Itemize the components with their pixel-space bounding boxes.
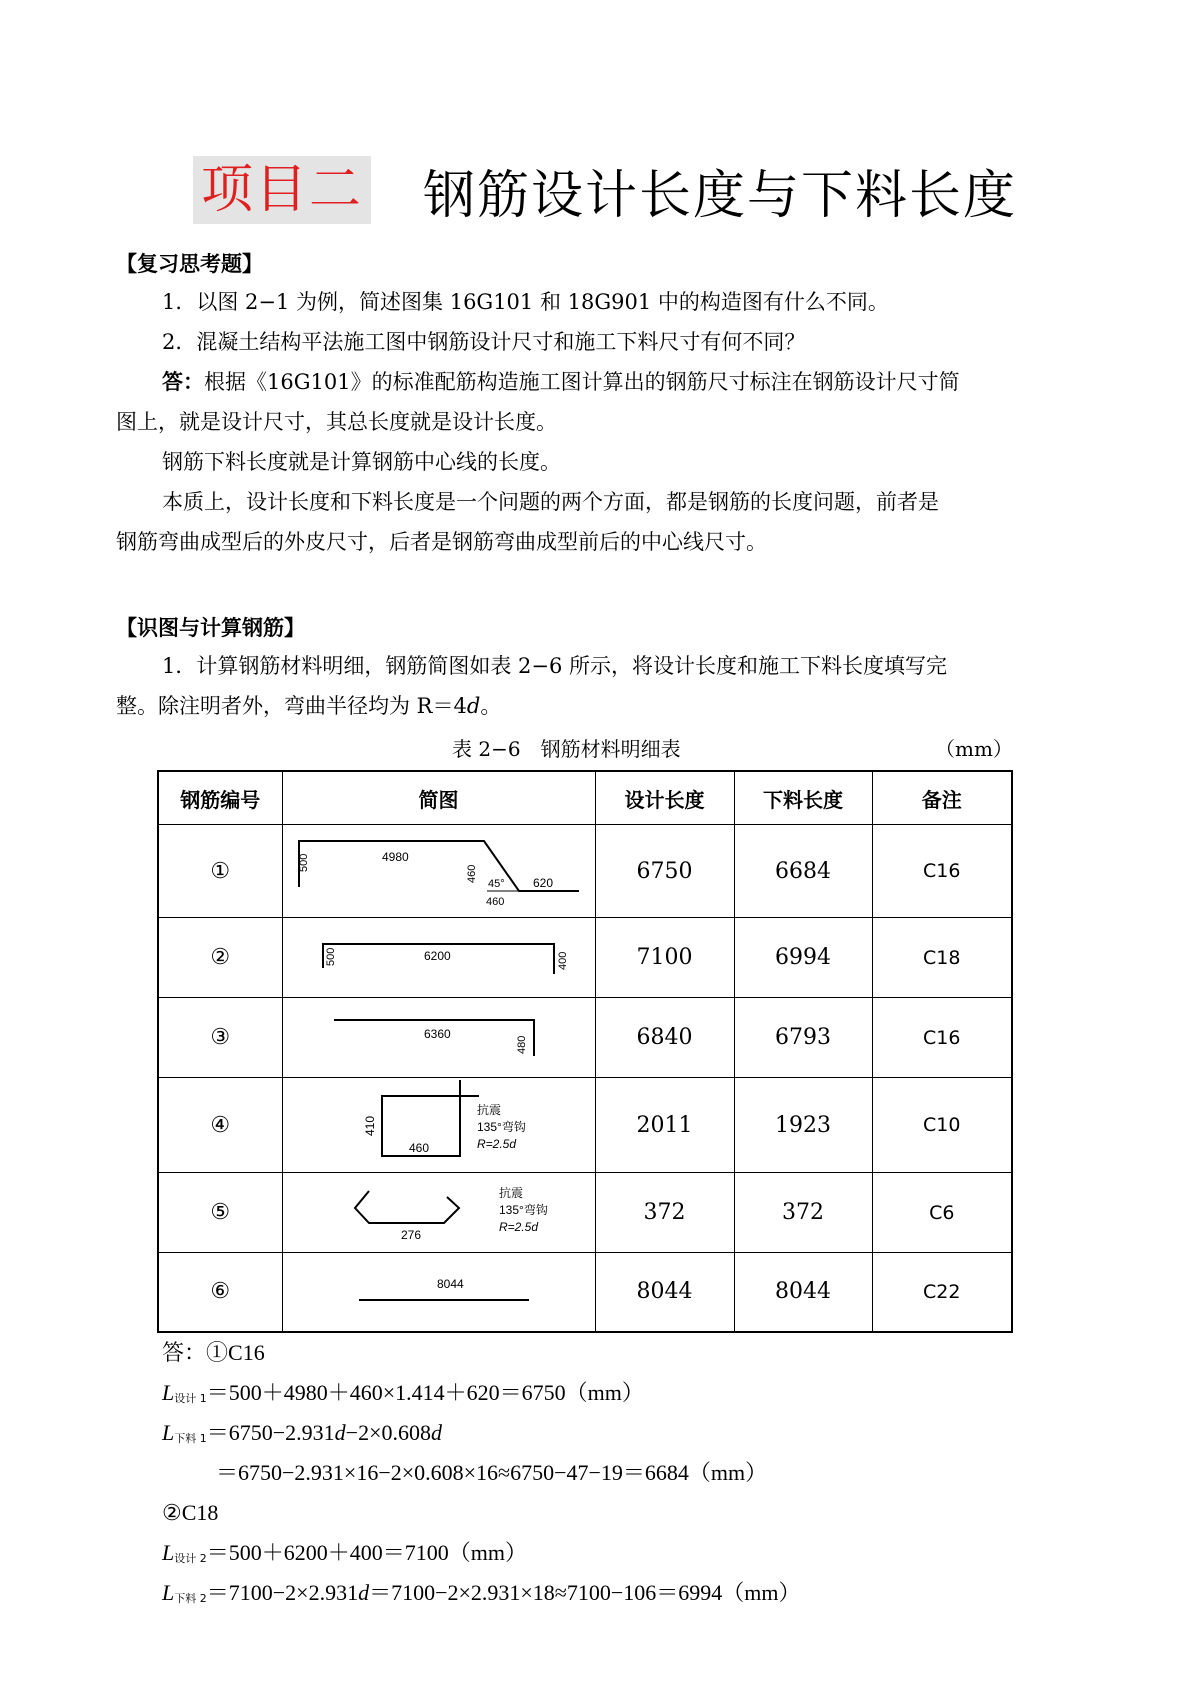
cut-length: 6994	[734, 918, 872, 998]
rebar-sketch	[282, 1078, 595, 1173]
cut-length: 372	[734, 1173, 872, 1253]
rebar-id: ③	[158, 998, 282, 1078]
answer-label: 答：	[162, 369, 204, 394]
svg-text:135°弯钩: 135°弯钩	[498, 1202, 548, 1217]
svg-text:620: 620	[532, 876, 553, 890]
svg-text:460: 460	[465, 864, 478, 883]
answer-3-line1: 本质上，设计长度和下料长度是一个问题的两个方面，都是钢筋的长度问题，前者是	[162, 490, 939, 514]
answer-3-line2: 钢筋弯曲成型后的外皮尺寸，后者是钢筋弯曲成型前后的中心线尺寸。	[116, 530, 767, 554]
cut-length-2-formula: L下料 2＝7100−2×2.931d＝7100−2×2.931×18≈7100−106＝6994（mm）	[162, 1580, 801, 1605]
svg-text:6200: 6200	[423, 948, 451, 963]
review-heading: 【复习思考题】	[116, 252, 263, 276]
design-length-1-formula: L设计 1＝500＋4980＋460×1.414＋620＝6750（mm）	[162, 1380, 644, 1405]
design-length: 372	[595, 1173, 734, 1253]
design-length: 2011	[595, 1078, 734, 1173]
design-length: 6840	[595, 998, 734, 1078]
table-row	[158, 1078, 1012, 1173]
answer-2: 钢筋下料长度就是计算钢筋中心线的长度。	[162, 450, 561, 474]
answer-item1-label: 答：①C16	[162, 1340, 265, 1365]
header-id: 钢筋编号	[158, 771, 282, 825]
project-name: 钢筋设计长度与下料长度	[423, 165, 1018, 226]
header-design-length: 设计长度	[595, 771, 734, 825]
cut-length-1-formula: L下料 1＝6750−2.931d−2×0.608d	[162, 1420, 442, 1445]
svg-text:抗震: 抗震	[498, 1185, 523, 1200]
cut-length: 1923	[734, 1078, 872, 1173]
svg-text:R=2.5d: R=2.5d	[476, 1137, 516, 1151]
rebar-sketch	[282, 1253, 595, 1332]
rebar-2-sketch	[289, 920, 589, 990]
task-line2: 整。除注明者外，弯曲半径均为 R＝4d。	[116, 694, 502, 718]
rebar-id: ⑥	[158, 1253, 282, 1332]
calc-heading: 【识图与计算钢筋】	[116, 616, 305, 640]
rebar-5-sketch	[289, 1175, 589, 1245]
rebar-3-sketch	[289, 1000, 589, 1070]
rebar-sketch	[282, 825, 595, 918]
rebar-grade: C6	[872, 1173, 1012, 1253]
header-cut-length: 下料长度	[734, 771, 872, 825]
svg-text:45°: 45°	[487, 878, 505, 890]
question-1: 1．以图 2−1 为例，简述图集 16G101 和 18G901 中的构造图有什么不同。	[162, 290, 889, 314]
cut-length: 8044	[734, 1253, 872, 1332]
svg-text:抗震: 抗震	[476, 1103, 501, 1117]
design-length: 7100	[595, 918, 734, 998]
cut-length: 6684	[734, 825, 872, 918]
svg-text:276: 276	[400, 1227, 421, 1242]
svg-text:480: 480	[515, 1035, 528, 1054]
cut-length: 6793	[734, 998, 872, 1078]
rebar-table	[157, 770, 1013, 1333]
svg-text:8044: 8044	[436, 1276, 464, 1291]
rebar-sketch	[282, 1173, 595, 1253]
svg-text:4980: 4980	[381, 850, 409, 864]
table-row	[158, 918, 1012, 998]
rebar-4-sketch	[289, 1078, 589, 1166]
table-row	[158, 1253, 1012, 1332]
table-row	[158, 825, 1012, 918]
svg-text:410: 410	[362, 1115, 377, 1136]
rebar-id: ①	[158, 825, 282, 918]
svg-text:6360: 6360	[423, 1026, 451, 1041]
svg-text:500: 500	[297, 853, 310, 872]
rebar-1-sketch	[289, 825, 589, 911]
design-length: 6750	[595, 825, 734, 918]
table-caption: 表 2−6 钢筋材料明细表	[452, 737, 681, 761]
svg-text:460: 460	[485, 896, 504, 908]
table-header-row	[158, 771, 1012, 825]
answer-1-line1: 答：根据《16G101》的标准配筋构造施工图计算出的钢筋尺寸标注在钢筋设计尺寸简	[162, 369, 960, 394]
table-row	[158, 1173, 1012, 1253]
rebar-grade: C18	[872, 918, 1012, 998]
rebar-grade: C16	[872, 825, 1012, 918]
header-sketch: 简图	[282, 771, 595, 825]
table-row	[158, 998, 1012, 1078]
task-line1: 1．计算钢筋材料明细，钢筋简图如表 2−6 所示，将设计长度和施工下料长度填写完	[162, 654, 948, 678]
rebar-sketch	[282, 918, 595, 998]
rebar-6-sketch	[289, 1254, 589, 1324]
rebar-grade: C10	[872, 1078, 1012, 1173]
question-2: 2．混凝土结构平法施工图中钢筋设计尺寸和施工下料尺寸有何不同？	[162, 330, 806, 354]
header-note: 备注	[872, 771, 1012, 825]
rebar-id: ④	[158, 1078, 282, 1173]
rebar-id: ②	[158, 918, 282, 998]
svg-text:R=2.5d: R=2.5d	[498, 1219, 538, 1234]
table-unit: （mm）	[935, 737, 1013, 761]
svg-text:500: 500	[324, 947, 337, 966]
rebar-id: ⑤	[158, 1173, 282, 1253]
rebar-grade: C22	[872, 1253, 1012, 1332]
answer-1-line2: 图上，就是设计尺寸，其总长度就是设计长度。	[116, 410, 557, 434]
page-title	[193, 156, 1017, 224]
svg-text:460: 460	[408, 1141, 429, 1155]
svg-text:135°弯钩: 135°弯钩	[476, 1120, 526, 1134]
rebar-sketch	[282, 998, 595, 1078]
answer-item2-label: ②C18	[162, 1500, 219, 1525]
design-length-2-formula: L设计 2＝500＋6200＋400＝7100（mm）	[162, 1540, 527, 1565]
design-length: 8044	[595, 1253, 734, 1332]
svg-text:400: 400	[556, 951, 569, 970]
cut-length-1-result: ＝6750−2.931×16−2×0.608×16≈6750−47−19＝6684（mm）	[216, 1460, 768, 1485]
rebar-grade: C16	[872, 998, 1012, 1078]
project-number: 项目二	[193, 156, 371, 224]
